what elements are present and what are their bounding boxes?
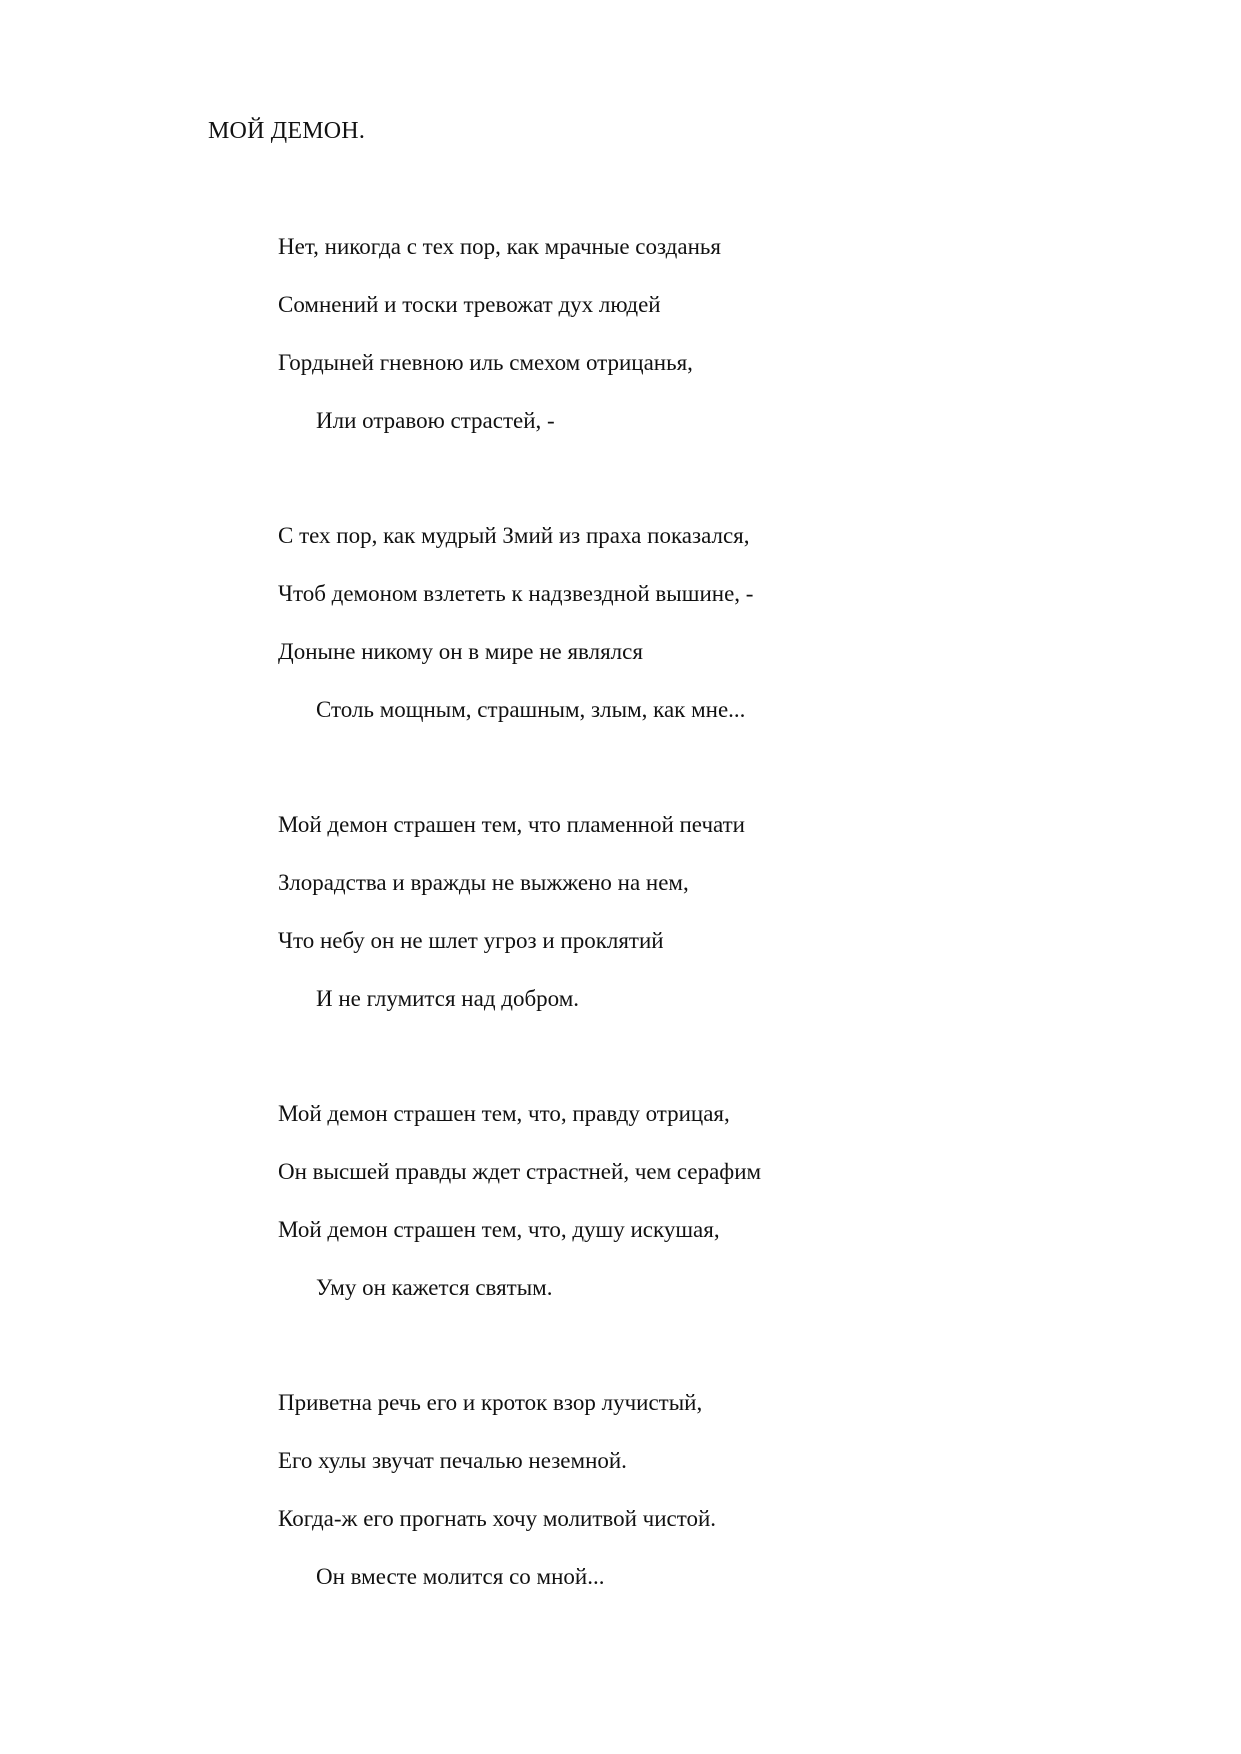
poem-line: Мой демон страшен тем, что, правду отрицая,: [278, 1101, 730, 1126]
poem-line: Злорадства и вражды не выжжено на нем,: [278, 870, 689, 895]
stanza-2: [278, 521, 1178, 753]
poem-line: Его хулы звучат печалью неземной.: [278, 1448, 627, 1473]
poem-line: Он высшей правды ждет страстней, чем серафим: [278, 1159, 762, 1184]
poem-line-indented: Столь мощным, страшным, злым, как мне...: [316, 697, 746, 722]
poem-line: Мой демон страшен тем, что пламенной печати: [278, 812, 745, 837]
stanza-5: [278, 1388, 1178, 1620]
poem-line: Доныне никому он в мире не являлся: [278, 639, 643, 664]
poem-line: С тех пор, как мудрый Змий из праха показался,: [278, 523, 750, 548]
poem-line: Сомнений и тоски тревожат дух людей: [278, 292, 661, 317]
poem-line: Чтоб демоном взлететь к надзвездной вышине, -: [278, 581, 754, 606]
poem-line: Нет, никогда с тех пор, как мрачные созданья: [278, 234, 721, 259]
stanza-1: [278, 232, 1178, 464]
page-title: МОЙ ДЕМОН.: [208, 118, 366, 144]
poem: [278, 232, 1178, 1677]
poem-line: Гордыней гневною иль смехом отрицанья,: [278, 350, 693, 375]
poem-line-indented: И не глумится над добром.: [316, 986, 580, 1011]
poem-line: Когда-ж его прогнать хочу молитвой чистой.: [278, 1506, 717, 1531]
poem-line: Что небу он не шлет угроз и проклятий: [278, 928, 664, 953]
poem-line-indented: Или отравою страстей, -: [316, 408, 555, 433]
stanza-4: [278, 1099, 1178, 1331]
poem-line: Приветна речь его и кроток взор лучистый,: [278, 1390, 703, 1415]
poem-line: Мой демон страшен тем, что, душу искушая,: [278, 1217, 720, 1242]
poem-line-indented: Он вместе молится со мной...: [316, 1564, 605, 1589]
stanza-3: [278, 810, 1178, 1042]
poem-line-indented: Уму он кажется святым.: [316, 1275, 553, 1300]
